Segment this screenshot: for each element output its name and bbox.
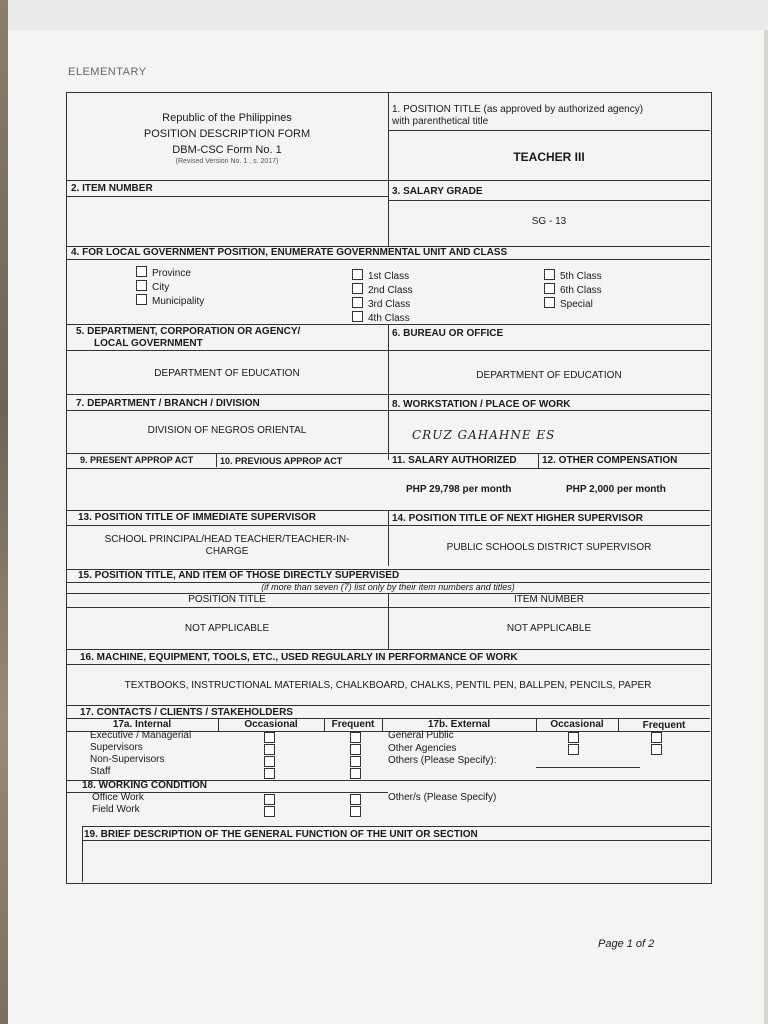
scan-edge: [0, 0, 8, 1024]
checkbox[interactable]: [350, 806, 361, 817]
f16-value: TEXTBOOKS, INSTRUCTIONAL MATERIALS, CHALKBOARD, CHALKS, PENTIL PEN, BALLPEN, PENCILS, PAPER: [124, 680, 652, 691]
corner-label: ELEMENTARY: [68, 66, 147, 78]
checkbox[interactable]: [350, 756, 361, 767]
header-revised: (Revised Version No. 1 , s. 2017): [175, 158, 279, 165]
checkbox-row[interactable]: Municipality: [136, 294, 204, 308]
f16-label: 16. MACHINE, EQUIPMENT, TOOLS, ETC., USED REGULARLY IN PERFORMANCE OF WORK: [80, 652, 518, 663]
f14-label: 14. POSITION TITLE OF NEXT HIGHER SUPERVISOR: [392, 513, 643, 524]
f5-label: 5. DEPARTMENT, CORPORATION OR AGENCY/: [76, 326, 301, 337]
f10-label: 10. PREVIOUS APPROP ACT: [220, 456, 343, 466]
f17-occasional-header: Occasional: [244, 719, 298, 730]
checkbox[interactable]: [264, 768, 275, 779]
checkbox[interactable]: [352, 269, 363, 280]
checkbox[interactable]: [568, 732, 579, 743]
f18-label: 18. WORKING CONDITION: [82, 780, 208, 791]
divider: [388, 510, 389, 566]
f5-label2: LOCAL GOVERNMENT: [94, 338, 203, 349]
f17-internal-item: Staff: [90, 766, 111, 777]
f6-label: 6. BUREAU OR OFFICE: [392, 328, 504, 339]
f19-label: 19. BRIEF DESCRIPTION OF THE GENERAL FUNCTION OF THE UNIT OR SECTION: [84, 829, 478, 840]
divider: [66, 196, 388, 197]
checkbox[interactable]: [264, 732, 275, 743]
f15-label: 15. POSITION TITLE, AND ITEM OF THOSE DIRECTLY SUPERVISED: [78, 570, 400, 581]
divider: [66, 350, 710, 351]
f15-value-item: NOT APPLICABLE: [506, 623, 592, 634]
f18-item: Office Work: [92, 792, 144, 803]
divider: [66, 453, 710, 454]
divider: [66, 705, 710, 706]
f15-value-title: NOT APPLICABLE: [184, 623, 270, 634]
f12-label: 12. OTHER COMPENSATION: [542, 455, 678, 466]
f3-value: SG - 13: [531, 216, 567, 227]
header-form-no: DBM-CSC Form No. 1: [172, 144, 282, 156]
checkbox[interactable]: [568, 744, 579, 755]
checkbox[interactable]: [350, 794, 361, 805]
divider: [82, 840, 710, 841]
f4-col3: [544, 269, 602, 311]
checkbox[interactable]: [350, 732, 361, 743]
f18-item: Field Work: [92, 804, 140, 815]
checkbox[interactable]: [264, 806, 275, 817]
divider: [66, 664, 710, 665]
f15-col-item: ITEM NUMBER: [514, 594, 584, 605]
f17-internal-item: Supervisors: [90, 742, 143, 753]
f8-handwritten-value: CRUZ GAHAHNE ES: [412, 428, 556, 442]
checkbox[interactable]: [264, 756, 275, 767]
header-form-name: POSITION DESCRIPTION FORM: [143, 128, 311, 140]
f13-value-line1: SCHOOL PRINCIPAL/HEAD TEACHER/TEACHER-IN-: [104, 534, 350, 545]
f4-col2: [352, 269, 412, 325]
checkbox[interactable]: [352, 297, 363, 308]
divider: [388, 130, 710, 131]
divider: [216, 453, 217, 467]
checkbox[interactable]: [651, 744, 662, 755]
checkbox-row[interactable]: 6th Class: [544, 283, 602, 297]
f8-label: 8. WORKSTATION / PLACE OF WORK: [392, 399, 571, 410]
checkbox-row[interactable]: 3rd Class: [352, 297, 412, 311]
divider: [82, 826, 83, 882]
divider: [66, 525, 710, 526]
divider: [538, 454, 539, 468]
f1-label2: with parenthetical title: [392, 116, 489, 127]
f15-col-title: POSITION TITLE: [188, 594, 266, 605]
f13-value-line2: CHARGE: [205, 546, 249, 557]
header-republic: Republic of the Philippines: [162, 112, 292, 124]
f17-internal-label: 17a. Internal: [112, 719, 172, 730]
checkbox-row[interactable]: 4th Class: [352, 311, 412, 325]
checkbox[interactable]: [264, 744, 275, 755]
checkbox-row[interactable]: 2nd Class: [352, 283, 412, 297]
checkbox[interactable]: [352, 283, 363, 294]
f17-occasional-header-ext: Occasional: [550, 719, 604, 730]
f11-value: PHP 29,798 per month: [406, 484, 512, 495]
divider: [66, 649, 710, 650]
f18-other: Other/s (Please Specify): [388, 792, 497, 803]
f1-value: TEACHER III: [513, 150, 585, 164]
f17-external-item: Others (Please Specify):: [388, 755, 497, 766]
f4-label: 4. FOR LOCAL GOVERNMENT POSITION, ENUMERATE GOVERNMENTAL UNIT AND CLASS: [71, 247, 508, 258]
divider: [66, 468, 710, 469]
f17-label: 17. CONTACTS / CLIENTS / STAKEHOLDERS: [80, 707, 293, 718]
others-specify-line[interactable]: [536, 767, 640, 768]
divider: [66, 180, 710, 181]
f6-value: DEPARTMENT OF EDUCATION: [476, 370, 622, 381]
checkbox[interactable]: [544, 297, 555, 308]
divider: [388, 200, 710, 201]
position-description-form: [66, 92, 712, 884]
f5-value: DEPARTMENT OF EDUCATION: [154, 368, 300, 379]
checkbox[interactable]: [264, 794, 275, 805]
divider: [388, 324, 389, 460]
scan-top-margin: [0, 0, 768, 30]
divider: [66, 607, 710, 608]
page-number: Page 1 of 2: [598, 938, 655, 950]
f17-external-item: Other Agencies: [388, 743, 457, 754]
checkbox[interactable]: [136, 294, 147, 305]
f7-value: DIVISION OF NEGROS ORIENTAL: [147, 425, 307, 436]
f3-label: 3. SALARY GRADE: [392, 186, 483, 197]
f15-note: (if more than seven (7) list only by their item numbers and titles): [261, 582, 515, 592]
divider: [66, 410, 710, 411]
checkbox[interactable]: [352, 311, 363, 322]
f17-frequent-header-ext: Frequent: [642, 720, 686, 731]
checkbox-row[interactable]: 1st Class: [352, 269, 412, 283]
checkbox-row[interactable]: Province: [136, 266, 204, 280]
checkbox-row[interactable]: Special: [544, 297, 602, 311]
checkbox[interactable]: [136, 280, 147, 291]
divider: [66, 394, 710, 395]
f2-label: 2. ITEM NUMBER: [71, 183, 153, 194]
f17-external-item: General Public: [388, 730, 454, 741]
f17-external-label: 17b. External: [427, 719, 491, 730]
f17-internal-item: Non-Supervisors: [90, 754, 165, 765]
checkbox[interactable]: [136, 266, 147, 277]
f17-frequent-header: Frequent: [331, 719, 375, 730]
f13-label: 13. POSITION TITLE OF IMMEDIATE SUPERVISOR: [78, 512, 316, 523]
f1-label: 1. POSITION TITLE (as approved by authorized agency): [392, 104, 644, 115]
checkbox-row[interactable]: 5th Class: [544, 269, 602, 283]
checkbox[interactable]: [350, 768, 361, 779]
f7-label: 7. DEPARTMENT / BRANCH / DIVISION: [76, 398, 260, 409]
checkbox[interactable]: [544, 283, 555, 294]
checkbox[interactable]: [350, 744, 361, 755]
f14-value: PUBLIC SCHOOLS DISTRICT SUPERVISOR: [446, 542, 652, 553]
checkbox[interactable]: [544, 269, 555, 280]
checkbox[interactable]: [651, 732, 662, 743]
divider: [66, 259, 710, 260]
checkbox-row[interactable]: City: [136, 280, 204, 294]
f17-internal-item: Executive / Managerial: [90, 730, 192, 741]
divider: [82, 826, 710, 827]
f12-value: PHP 2,000 per month: [566, 484, 666, 495]
f11-label: 11. SALARY AUTHORIZED: [392, 455, 517, 466]
f4-col1: [136, 266, 204, 308]
f9-label: 9. PRESENT APPROP ACT: [80, 455, 194, 465]
